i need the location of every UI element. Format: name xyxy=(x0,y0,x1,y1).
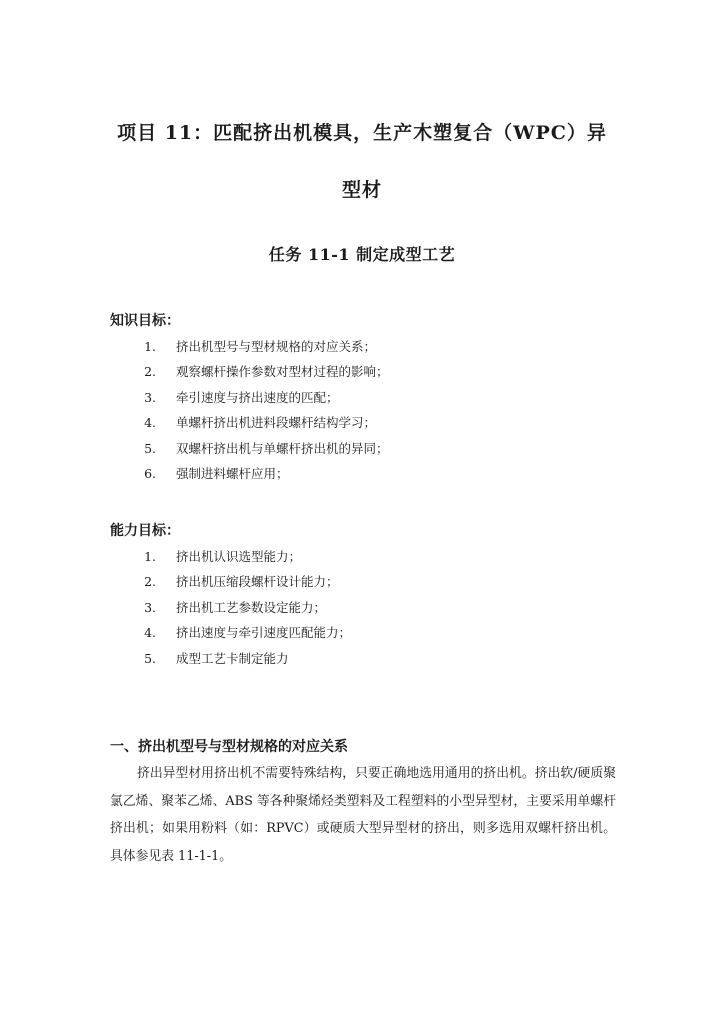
item-text: 单螺杆挤出机进料段螺杆结构学习； xyxy=(176,415,377,431)
item-number: 4. xyxy=(144,415,156,431)
item-text: 双螺杆挤出机与单螺杆挤出机的异同； xyxy=(176,440,389,456)
page-title-line-1: 项目 11：匹配挤出机模具，生产木塑复合（WPC）异 xyxy=(117,122,607,144)
list-item xyxy=(110,461,389,486)
item-text: 挤出机型号与型材规格的对应关系； xyxy=(176,339,377,354)
item-number: 5. xyxy=(144,650,156,666)
item-text: 挤出机认识选型能力； xyxy=(176,549,302,564)
section-1-paragraph: 挤出异型材用挤出机不需要特殊结构，只要正确地选用通用的挤出机。挤出软/硬质聚氯乙烯、聚苯乙烯、ABS 等各种聚烯烃类塑料及工程塑料的小型异型材，主要采用单螺杆挤出机；如果用粉料（如：RPVC）或硬质大型异型材的挤出，则多选用双螺杆挤出机。具体参见表 11-1-1。 xyxy=(110,766,616,864)
item-number: 1. xyxy=(144,339,156,354)
item-number: 6. xyxy=(144,465,156,481)
page-title-line-2: 型材 xyxy=(341,179,382,201)
list-item xyxy=(110,595,351,620)
item-text: 牵引速度与挤出速度的匹配； xyxy=(176,389,339,405)
list-item xyxy=(110,359,389,384)
item-number: 2. xyxy=(144,364,156,380)
item-number: 5. xyxy=(144,440,156,456)
list-item xyxy=(110,410,389,435)
list-item xyxy=(110,646,351,671)
item-text: 观察螺杆操作参数对型材过程的影响； xyxy=(176,364,389,380)
item-text: 挤出机工艺参数设定能力； xyxy=(176,599,327,615)
item-number: 3. xyxy=(144,389,156,405)
item-text: 成型工艺卡制定能力 xyxy=(176,650,289,666)
item-text: 挤出速度与牵引速度匹配能力； xyxy=(176,625,352,641)
item-number: 4. xyxy=(144,625,156,641)
knowledge-list xyxy=(110,334,389,486)
list-item xyxy=(110,544,351,569)
section-1-heading: 一、挤出机型号与型材规格的对应关系 xyxy=(110,739,348,755)
item-text: 挤出机压缩段螺杆设计能力； xyxy=(176,574,339,590)
item-number: 3. xyxy=(144,599,156,615)
ability-list xyxy=(110,544,351,671)
item-number: 2. xyxy=(144,574,156,590)
list-item xyxy=(110,569,351,594)
list-item xyxy=(110,436,389,461)
item-number: 1. xyxy=(144,549,156,564)
list-item xyxy=(110,620,351,645)
task-subtitle: 任务 11-1 制定成型工艺 xyxy=(268,245,456,264)
item-text: 强制进料螺杆应用； xyxy=(176,465,289,481)
ability-heading: 能力目标： xyxy=(110,523,180,539)
list-item xyxy=(110,334,389,359)
knowledge-heading: 知识目标： xyxy=(110,313,180,329)
list-item xyxy=(110,385,389,410)
